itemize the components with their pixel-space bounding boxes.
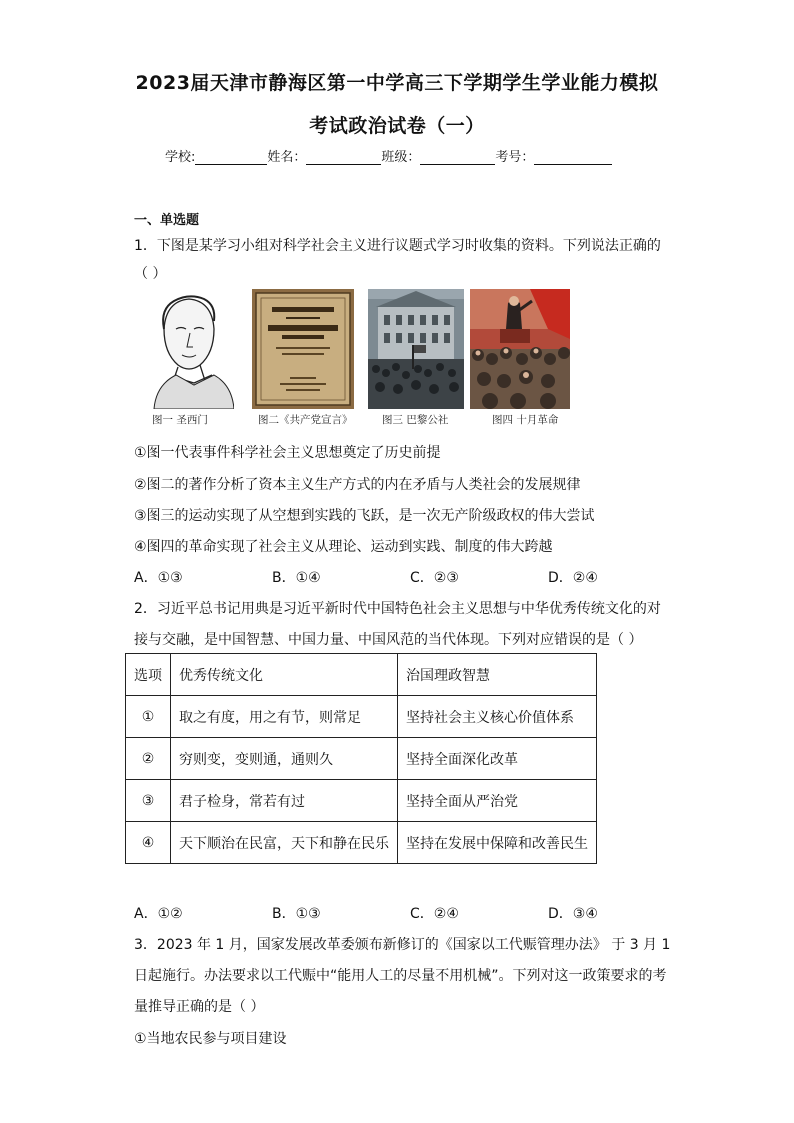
- school-label: 学校:: [165, 150, 196, 165]
- table-cell: 天下顺治在民富，天下和静在民乐: [171, 822, 398, 864]
- q1-statement-2: ②图二的著作分析了资本主义生产方式的内在矛盾与人类社会的发展规律: [134, 477, 581, 493]
- figure-october-revolution: [470, 289, 570, 426]
- figure1-caption: 图一 圣西门: [152, 414, 208, 426]
- table-row: [126, 738, 597, 780]
- exam-number-label: 考号：: [495, 150, 535, 165]
- q1-statement-4: ④图四的革命实现了社会主义从理论、运动到实践、制度的伟大跨越: [134, 539, 553, 555]
- portrait-image: [134, 289, 234, 409]
- table-row: [126, 822, 597, 864]
- figure-manifesto: [252, 289, 354, 426]
- figure-paris-commune: [368, 289, 464, 426]
- paris-commune-image: [368, 289, 464, 409]
- q1-figures: [134, 289, 584, 429]
- school-blank[interactable]: [195, 151, 267, 165]
- exam-number-blank[interactable]: [534, 151, 612, 165]
- table-cell: 君子检身，常若有过: [171, 780, 398, 822]
- table-cell: ②: [126, 738, 171, 780]
- table-cell: ③: [126, 780, 171, 822]
- table-row: [126, 780, 597, 822]
- q1-option-b[interactable]: B．①④: [272, 570, 321, 586]
- q2-option-a[interactable]: A．①②: [134, 906, 183, 922]
- q3-statement-1: ①当地农民参与项目建设: [134, 1031, 287, 1047]
- q1-stem-line2: （ ）: [134, 266, 167, 282]
- table-header-cell: 选项: [126, 654, 171, 696]
- table-cell: 穷则变，变则通，通则久: [171, 738, 398, 780]
- figure4-caption: 图四 十月革命: [492, 414, 559, 426]
- manifesto-cover-image: [252, 289, 354, 409]
- table-cell: 取之有度，用之有节，则常足: [171, 696, 398, 738]
- q2-option-b[interactable]: B．①③: [272, 906, 321, 922]
- q3-stem-line1: 3．2023 年 1 月，国家发展改革委颁布新修订的《国家以工代赈管理办法》 于 3 月 1: [134, 937, 671, 953]
- exam-title-line1: 2023届天津市静海区第一中学高三下学期学生学业能力模拟: [135, 72, 659, 94]
- name-blank[interactable]: [306, 151, 381, 165]
- q2-option-d[interactable]: D．③④: [548, 906, 598, 922]
- student-info-fields: [165, 146, 612, 165]
- table-cell: ①: [126, 696, 171, 738]
- class-label: 班级：: [381, 150, 421, 165]
- october-revolution-image: [470, 289, 570, 409]
- q3-stem-line3: 量推导正确的是（ ）: [134, 999, 265, 1015]
- class-blank[interactable]: [420, 151, 495, 165]
- table-header-row: [126, 654, 597, 696]
- table-cell: ④: [126, 822, 171, 864]
- section-heading: 一、单选题: [134, 213, 200, 228]
- q2-stem-line1: 2．习近平总书记用典是习近平新时代中国特色社会主义思想与中华优秀传统文化的对: [134, 601, 661, 617]
- table-cell: 坚持社会主义核心价值体系: [398, 696, 597, 738]
- q1-option-a[interactable]: A．①③: [134, 570, 183, 586]
- table-cell: 坚持全面从严治党: [398, 780, 597, 822]
- table-cell: 坚持全面深化改革: [398, 738, 597, 780]
- q1-stem-line1: 1．下图是某学习小组对科学社会主义进行议题式学习时收集的资料。下列说法正确的: [134, 238, 661, 254]
- q2-stem-line2: 接与交融，是中国智慧、中国力量、中国风范的当代体现。下列对应错误的是（ ）: [134, 632, 643, 648]
- exam-title-line2: 考试政治试卷（一）: [309, 115, 485, 137]
- figure2-caption: 图二《共产党宣言》: [258, 414, 353, 426]
- q2-option-c[interactable]: C．②④: [410, 906, 459, 922]
- table-header-cell: 优秀传统文化: [171, 654, 398, 696]
- figure3-caption: 图三 巴黎公社: [382, 414, 449, 426]
- table-row: [126, 696, 597, 738]
- q1-statement-3: ③图三的运动实现了从空想到实践的飞跃，是一次无产阶级政权的伟大尝试: [134, 508, 595, 524]
- q1-option-d[interactable]: D．②④: [548, 570, 598, 586]
- figure-saint-simon: [134, 289, 234, 426]
- q2-table: [125, 653, 597, 864]
- q1-option-c[interactable]: C．②③: [410, 570, 459, 586]
- q3-stem-line2: 日起施行。办法要求以工代赈中“能用人工的尽量不用机械”。下列对这一政策要求的考: [134, 968, 667, 984]
- table-cell: 坚持在发展中保障和改善民生: [398, 822, 597, 864]
- name-label: 姓名：: [267, 150, 307, 165]
- q1-statement-1: ①图一代表事件科学社会主义思想奠定了历史前提: [134, 445, 441, 461]
- table-header-cell: 治国理政智慧: [398, 654, 597, 696]
